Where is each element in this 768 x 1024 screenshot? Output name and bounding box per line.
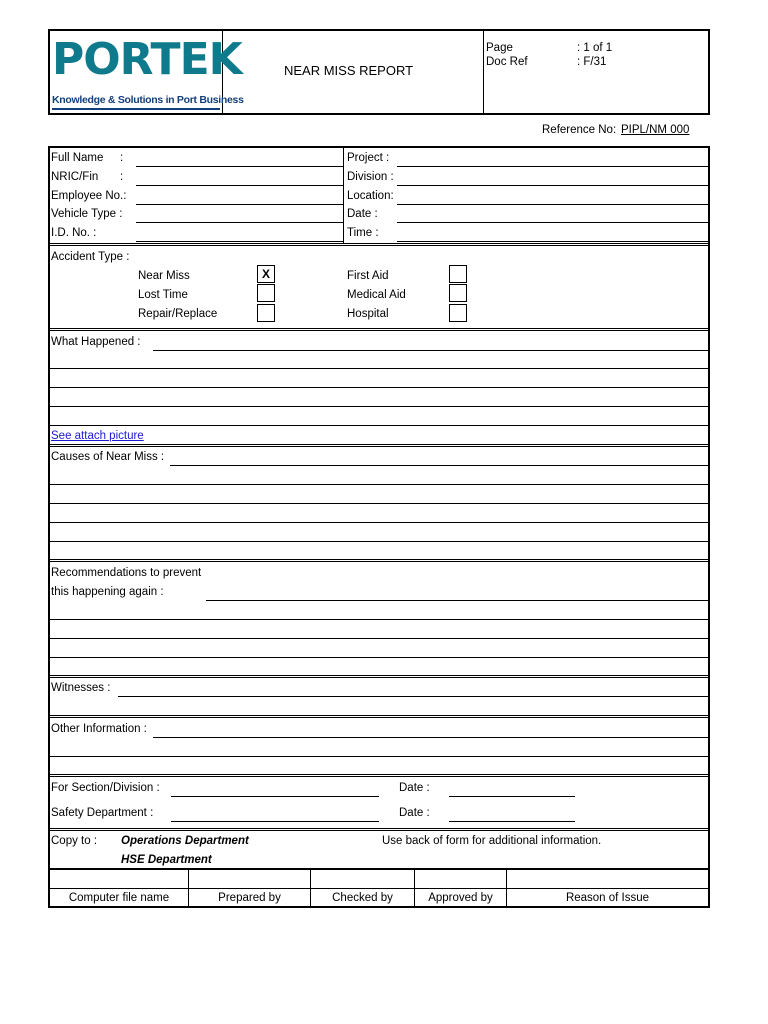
vehicle-type-field[interactable] — [136, 222, 343, 223]
project-field[interactable] — [397, 166, 708, 167]
employee-no-label: Employee No.: — [51, 190, 127, 202]
see-attach-picture-link[interactable] — [51, 429, 144, 443]
section-separator — [48, 675, 710, 678]
nric-field[interactable] — [136, 185, 343, 186]
footer-prepared-by: Prepared by — [218, 892, 281, 904]
lost-time-checkbox[interactable] — [257, 284, 275, 302]
location-field[interactable] — [397, 204, 708, 205]
footer-checked-by: Checked by — [332, 892, 393, 904]
recommendations-line[interactable] — [49, 619, 708, 620]
form-right-border — [708, 146, 710, 908]
nric-colon: : — [120, 171, 124, 183]
time-field[interactable] — [397, 241, 708, 242]
copy-dept-hse: HSE Department — [121, 854, 212, 866]
first-aid-checkbox[interactable] — [449, 265, 467, 283]
link-cell-edge — [708, 425, 710, 445]
project-label: Project : — [347, 152, 390, 164]
copy-to-label: Copy to : — [51, 835, 98, 847]
footer-computer-file: Computer file name — [68, 892, 170, 904]
safety-department-label: Safety Department : — [51, 807, 154, 819]
other-info-label: Other Information : — [51, 723, 147, 735]
causes-line[interactable] — [49, 522, 708, 523]
time-label: Time : — [347, 227, 379, 239]
nric-label: NRIC/Fin — [51, 171, 99, 183]
logo-underline — [52, 108, 220, 110]
form-left-border — [48, 146, 50, 908]
causes-line[interactable] — [49, 503, 708, 504]
full-name-field[interactable] — [136, 166, 343, 167]
page-title: NEAR MISS REPORT — [284, 63, 414, 78]
witnesses-label: Witnesses : — [51, 682, 111, 694]
reference-value: PIPL/NM 000 — [621, 124, 690, 136]
footer-table-mid — [48, 888, 710, 889]
recommendations-label-1: Recommendations to prevent — [51, 567, 202, 579]
accident-type-label: Accident Type : — [51, 251, 130, 263]
causes-label: Causes of Near Miss : — [51, 451, 165, 463]
what-happened-label: What Happened : — [51, 336, 141, 348]
hospital-label: Hospital — [347, 308, 389, 320]
id-no-field[interactable] — [136, 241, 343, 242]
employee-no-field[interactable] — [136, 204, 343, 205]
section-separator — [48, 444, 710, 447]
other-info-line[interactable] — [153, 737, 708, 738]
reference-label: Reference No: — [542, 124, 617, 136]
near-miss-label: Near Miss — [138, 270, 190, 282]
form-top-border — [48, 146, 710, 148]
date-field[interactable] — [397, 222, 708, 223]
footer-reason-of-issue: Reason of Issue — [565, 892, 650, 904]
safety-department-field[interactable] — [171, 821, 379, 822]
full-name-label: Full Name — [51, 152, 104, 164]
what-happened-line[interactable] — [49, 368, 708, 369]
logo-tagline: Knowledge & Solutions in Port Business — [52, 94, 244, 106]
section-division-field[interactable] — [171, 796, 379, 797]
footer-table-top — [48, 868, 710, 870]
see-attach-picture-anchor[interactable]: See attach picture — [51, 430, 144, 442]
first-aid-label: First Aid — [347, 270, 389, 282]
section-separator — [48, 828, 710, 831]
what-happened-line[interactable] — [49, 406, 708, 407]
section-division-label: For Section/Division : — [51, 782, 160, 794]
docref-value: : F/31 — [577, 56, 607, 68]
near-miss-checkbox[interactable]: X — [257, 265, 275, 283]
division-label: Division : — [347, 171, 394, 183]
medical-aid-label: Medical Aid — [347, 289, 406, 301]
footer-table-bottom — [48, 906, 710, 908]
page-value: : 1 of 1 — [577, 42, 613, 54]
what-happened-line[interactable] — [49, 387, 708, 388]
repair-replace-label: Repair/Replace — [138, 308, 218, 320]
causes-line[interactable] — [49, 541, 708, 542]
recommendations-line[interactable] — [49, 657, 708, 658]
section-date-label: Date : — [399, 782, 430, 794]
recommendations-line[interactable] — [206, 600, 708, 601]
section-separator — [48, 715, 710, 718]
header-divider-2 — [483, 29, 484, 115]
causes-line[interactable] — [49, 484, 708, 485]
section-date-field[interactable] — [449, 796, 575, 797]
hospital-checkbox[interactable] — [449, 304, 467, 322]
back-of-form-note: Use back of form for additional information. — [382, 835, 602, 847]
what-happened-line[interactable] — [49, 425, 708, 426]
section-separator — [48, 559, 710, 562]
what-happened-line[interactable] — [153, 350, 708, 351]
location-label: Location: — [347, 190, 394, 202]
footer-approved-by: Approved by — [428, 892, 493, 904]
full-name-colon: : — [120, 152, 124, 164]
section-separator — [48, 328, 710, 331]
medical-aid-checkbox[interactable] — [449, 284, 467, 302]
id-no-label: I.D. No. : — [51, 227, 97, 239]
copy-dept-operations: Operations Department — [121, 835, 249, 847]
docref-label: Doc Ref — [486, 56, 528, 68]
recommendations-label-2: this happening again : — [51, 586, 164, 598]
lost-time-label: Lost Time — [138, 289, 188, 301]
division-field[interactable] — [397, 185, 708, 186]
recommendations-line[interactable] — [49, 638, 708, 639]
section-separator — [48, 774, 710, 777]
personal-divider — [343, 147, 344, 243]
safety-date-label: Date : — [399, 807, 430, 819]
logo: PORTEK — [52, 34, 242, 85]
section-separator — [48, 243, 710, 246]
repair-replace-checkbox[interactable] — [257, 304, 275, 322]
safety-date-field[interactable] — [449, 821, 575, 822]
page-label: Page — [486, 42, 513, 54]
vehicle-type-label: Vehicle Type : — [51, 208, 123, 220]
other-info-line[interactable] — [49, 756, 708, 757]
date-label: Date : — [347, 208, 378, 220]
causes-line[interactable] — [170, 465, 708, 466]
witnesses-line[interactable] — [118, 696, 708, 697]
